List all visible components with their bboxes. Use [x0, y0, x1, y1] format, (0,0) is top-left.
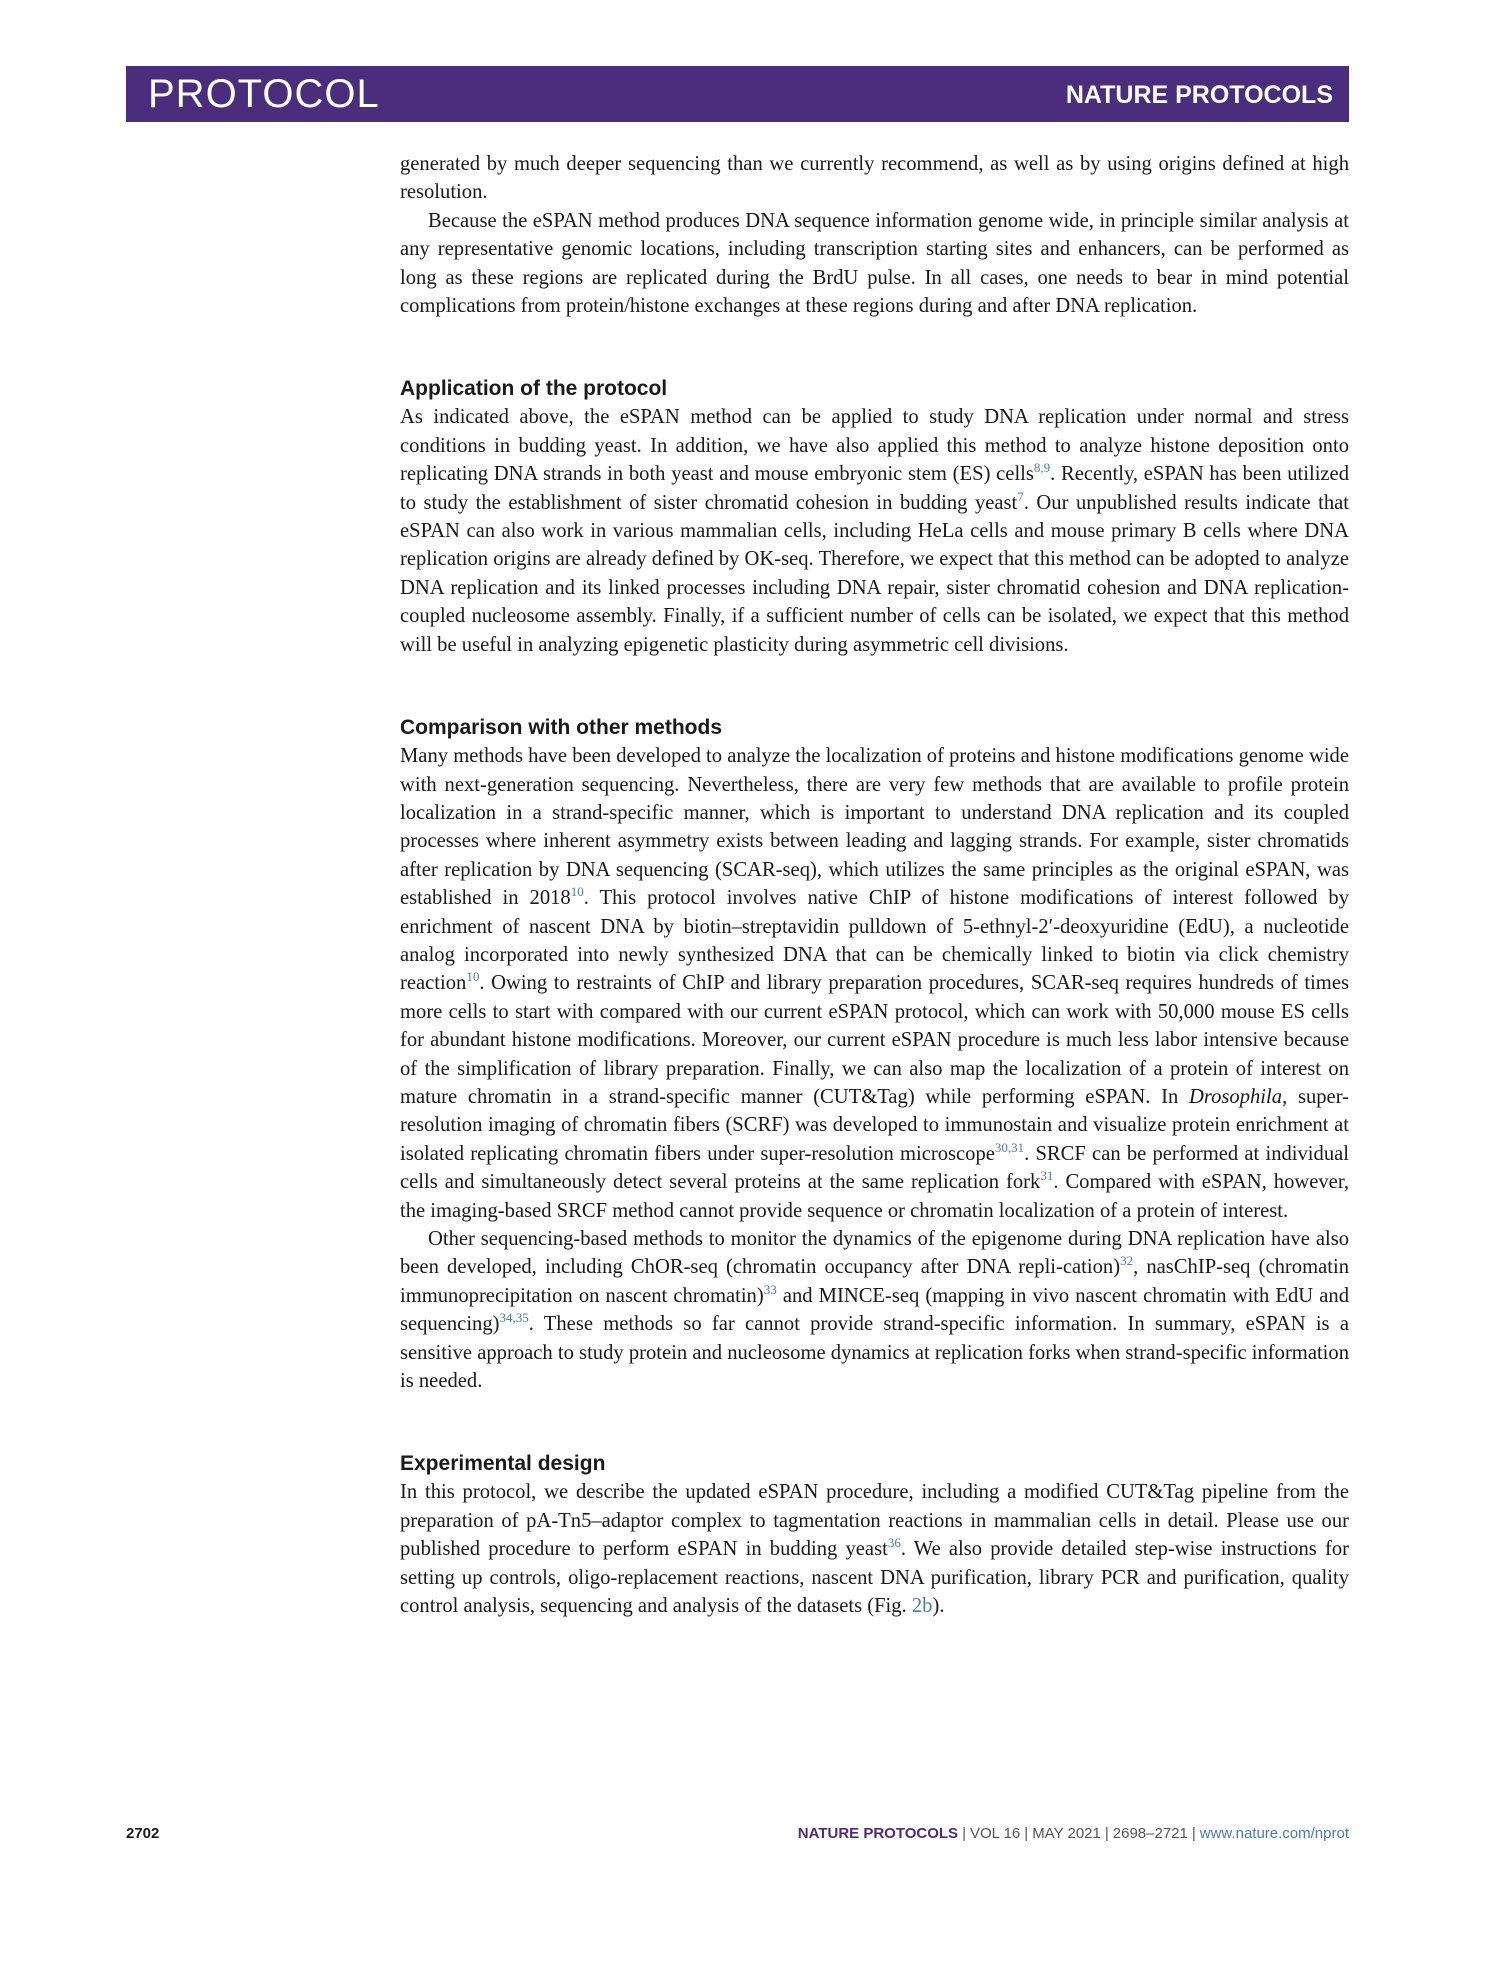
page-number: 2702: [126, 1825, 160, 1842]
reference-link[interactable]: 36: [887, 1535, 901, 1551]
reference-link[interactable]: 8,9: [1033, 460, 1051, 476]
heading-comparison: Comparison with other methods: [400, 716, 723, 740]
article-body: [400, 150, 1349, 1620]
reference-link[interactable]: 31: [1040, 1168, 1054, 1184]
heading-application: Application of the protocol: [400, 377, 668, 401]
reference-link[interactable]: 10: [570, 884, 584, 900]
reference-link[interactable]: 34,35: [499, 1310, 529, 1326]
footer-url-link[interactable]: www.nature.com/nprot: [1199, 1825, 1349, 1842]
reference-link[interactable]: 30,31: [994, 1139, 1025, 1155]
citation-info: NATURE PROTOCOLS | VOL 16 | MAY 2021 | 2698–2721 | www.nature.com/nprot: [797, 1825, 1349, 1842]
footer-pages: 2698–2721: [1112, 1825, 1188, 1842]
reference-link[interactable]: 10: [466, 969, 480, 985]
paragraph-application: As indicated above, the eSPAN method can be applied to study DNA replication under normal and stress conditions in budding yeast. In addition, we have also applied this method to analyze histone deposition onto replicating DNA strands in both yeast and mouse embryonic stem (ES) cells$^{8,9}$. Recently, eSPAN has been utilized to study the establishment of sister chromatid cohesion in budding yeast$^7$. Our unpublished results indicate that eSPAN can also work in various mammalian cells, including HeLa cells and mouse primary B cells where DNA replication origins are already defined by OK-seq. Therefore, we expect that this method can be adopted to analyze DNA replication and its linked processes including DNA repair, sister chromatid cohesion and DNA replication-coupled nucleosome assembly. Finally, if a sufficient number of cells can be isolated, we expect that this method will be useful in analyzing epigenetic plasticity during asymmetric cell divisions.: [400, 406, 1349, 656]
section-label: PROTOCOL: [148, 72, 380, 116]
footer-volume: VOL 16: [969, 1825, 1021, 1842]
journal-name: NATURE PROTOCOLS: [1065, 81, 1333, 109]
footer-journal: NATURE PROTOCOLS: [797, 1825, 959, 1842]
reference-link[interactable]: 33: [763, 1281, 777, 1297]
journal-header-bar: [126, 66, 1349, 122]
page-footer: [126, 1825, 1349, 1847]
footer-date: MAY 2021: [1032, 1825, 1101, 1842]
paragraph-other-methods: Other sequencing-based methods to monitor the dynamics of the epigenome during DNA replication have also been developed, including ChOR-seq (chromatin occupancy after DNA repli-cation)$^{32}$, nasChIP-seq (chromatin immunoprecipitation on nascent chromatin)$^{33}$ and MINCE-seq (mapping in vivo nascent chromatin with EdU and sequencing)$^{34,35}$. These methods so far cannot provide strand-specific information. In summary, eSPAN is a sensitive approach to study protein and nucleosome dynamics at replication forks when strand-specific information is needed.: [400, 1228, 1349, 1393]
reference-link[interactable]: 32: [1120, 1253, 1134, 1269]
figure-link[interactable]: 2b: [911, 1595, 933, 1618]
paragraph-comparison: Many methods have been developed to analyze the localization of proteins and histone modifications genome wide with next-generation sequencing. Nevertheless, there are very few methods that are available to profile protein localization in a strand-specific manner, which is important to understand DNA replication and its coupled processes where inherent asymmetry exists between leading and lagging strands. For example, sister chromatids after replication by DNA sequencing (SCAR-seq), which utilizes the same principles as the original eSPAN, was established in 2018$^{10}$. This protocol involves native ChIP of histone modifications of interest followed by enrichment of nascent DNA by biotin–streptavidin pulldown of 5-ethnyl-2′-deoxyuridine (EdU), a nucleotide analog incorporated into newly synthesized DNA that can be chemically linked to biotin via click chemistry reaction$^{10}$. Owing to restraints of ChIP and library preparation procedures, SCAR-seq requires hundreds of times more cells to start with compared with our current eSPAN protocol, which can work with 50,000 mouse ES cells for abundant histone modifications. Moreover, our current eSPAN procedure is much less labor intensive because of the simplification of library preparation. Finally, we can also map the localization of a protein of interest on mature chromatin in a strand-specific manner (CUT&Tag) while performing eSPAN. In Drosophila, super-resolution imaging of chromatin fibers (SCRF) was developed to immunostain and visualize protein enrichment at isolated replicating chromatin fibers under super-resolution microscope$^{30,31}$. SRCF can be performed at individual cells and simultaneously detect several proteins at the same replication fork$^{31}$. Compared with eSPAN, however, the imaging-based SRCF method cannot provide sequence or chromatin localization of a protein of interest.: [400, 745, 1349, 1222]
paragraph-genome-wide: Because the eSPAN method produces DNA sequence information genome wide, in principle similar analysis at any representative genomic locations, including transcription starting sites and enhancers, can be performed as long as these regions are replicated during the BrdU pulse. In all cases, one needs to bear in mind potential complications from protein/histone exchanges at these regions during and after DNA replication.: [400, 209, 1349, 318]
heading-experimental-design: Experimental design: [400, 1452, 606, 1476]
paragraph-continuation: generated by much deeper sequencing than we currently recommend, as well as by using origins defined at high resolution.: [400, 153, 1349, 204]
paragraph-experimental-design: In this protocol, we describe the updated eSPAN procedure, including a modified CUT&Tag pipeline from the preparation of pA-Tn5–adaptor complex to tagmentation reactions in mammalian cells in detail. Please use our published procedure to perform eSPAN in budding yeast$^{36}$. We also provide detailed step-wise instructions for setting up controls, oligo-replacement reactions, nascent DNA purification, library PCR and purification, quality control analysis, sequencing and analysis of the datasets (Fig. 2b).: [400, 1481, 1349, 1618]
reference-link[interactable]: 7: [1017, 488, 1024, 504]
